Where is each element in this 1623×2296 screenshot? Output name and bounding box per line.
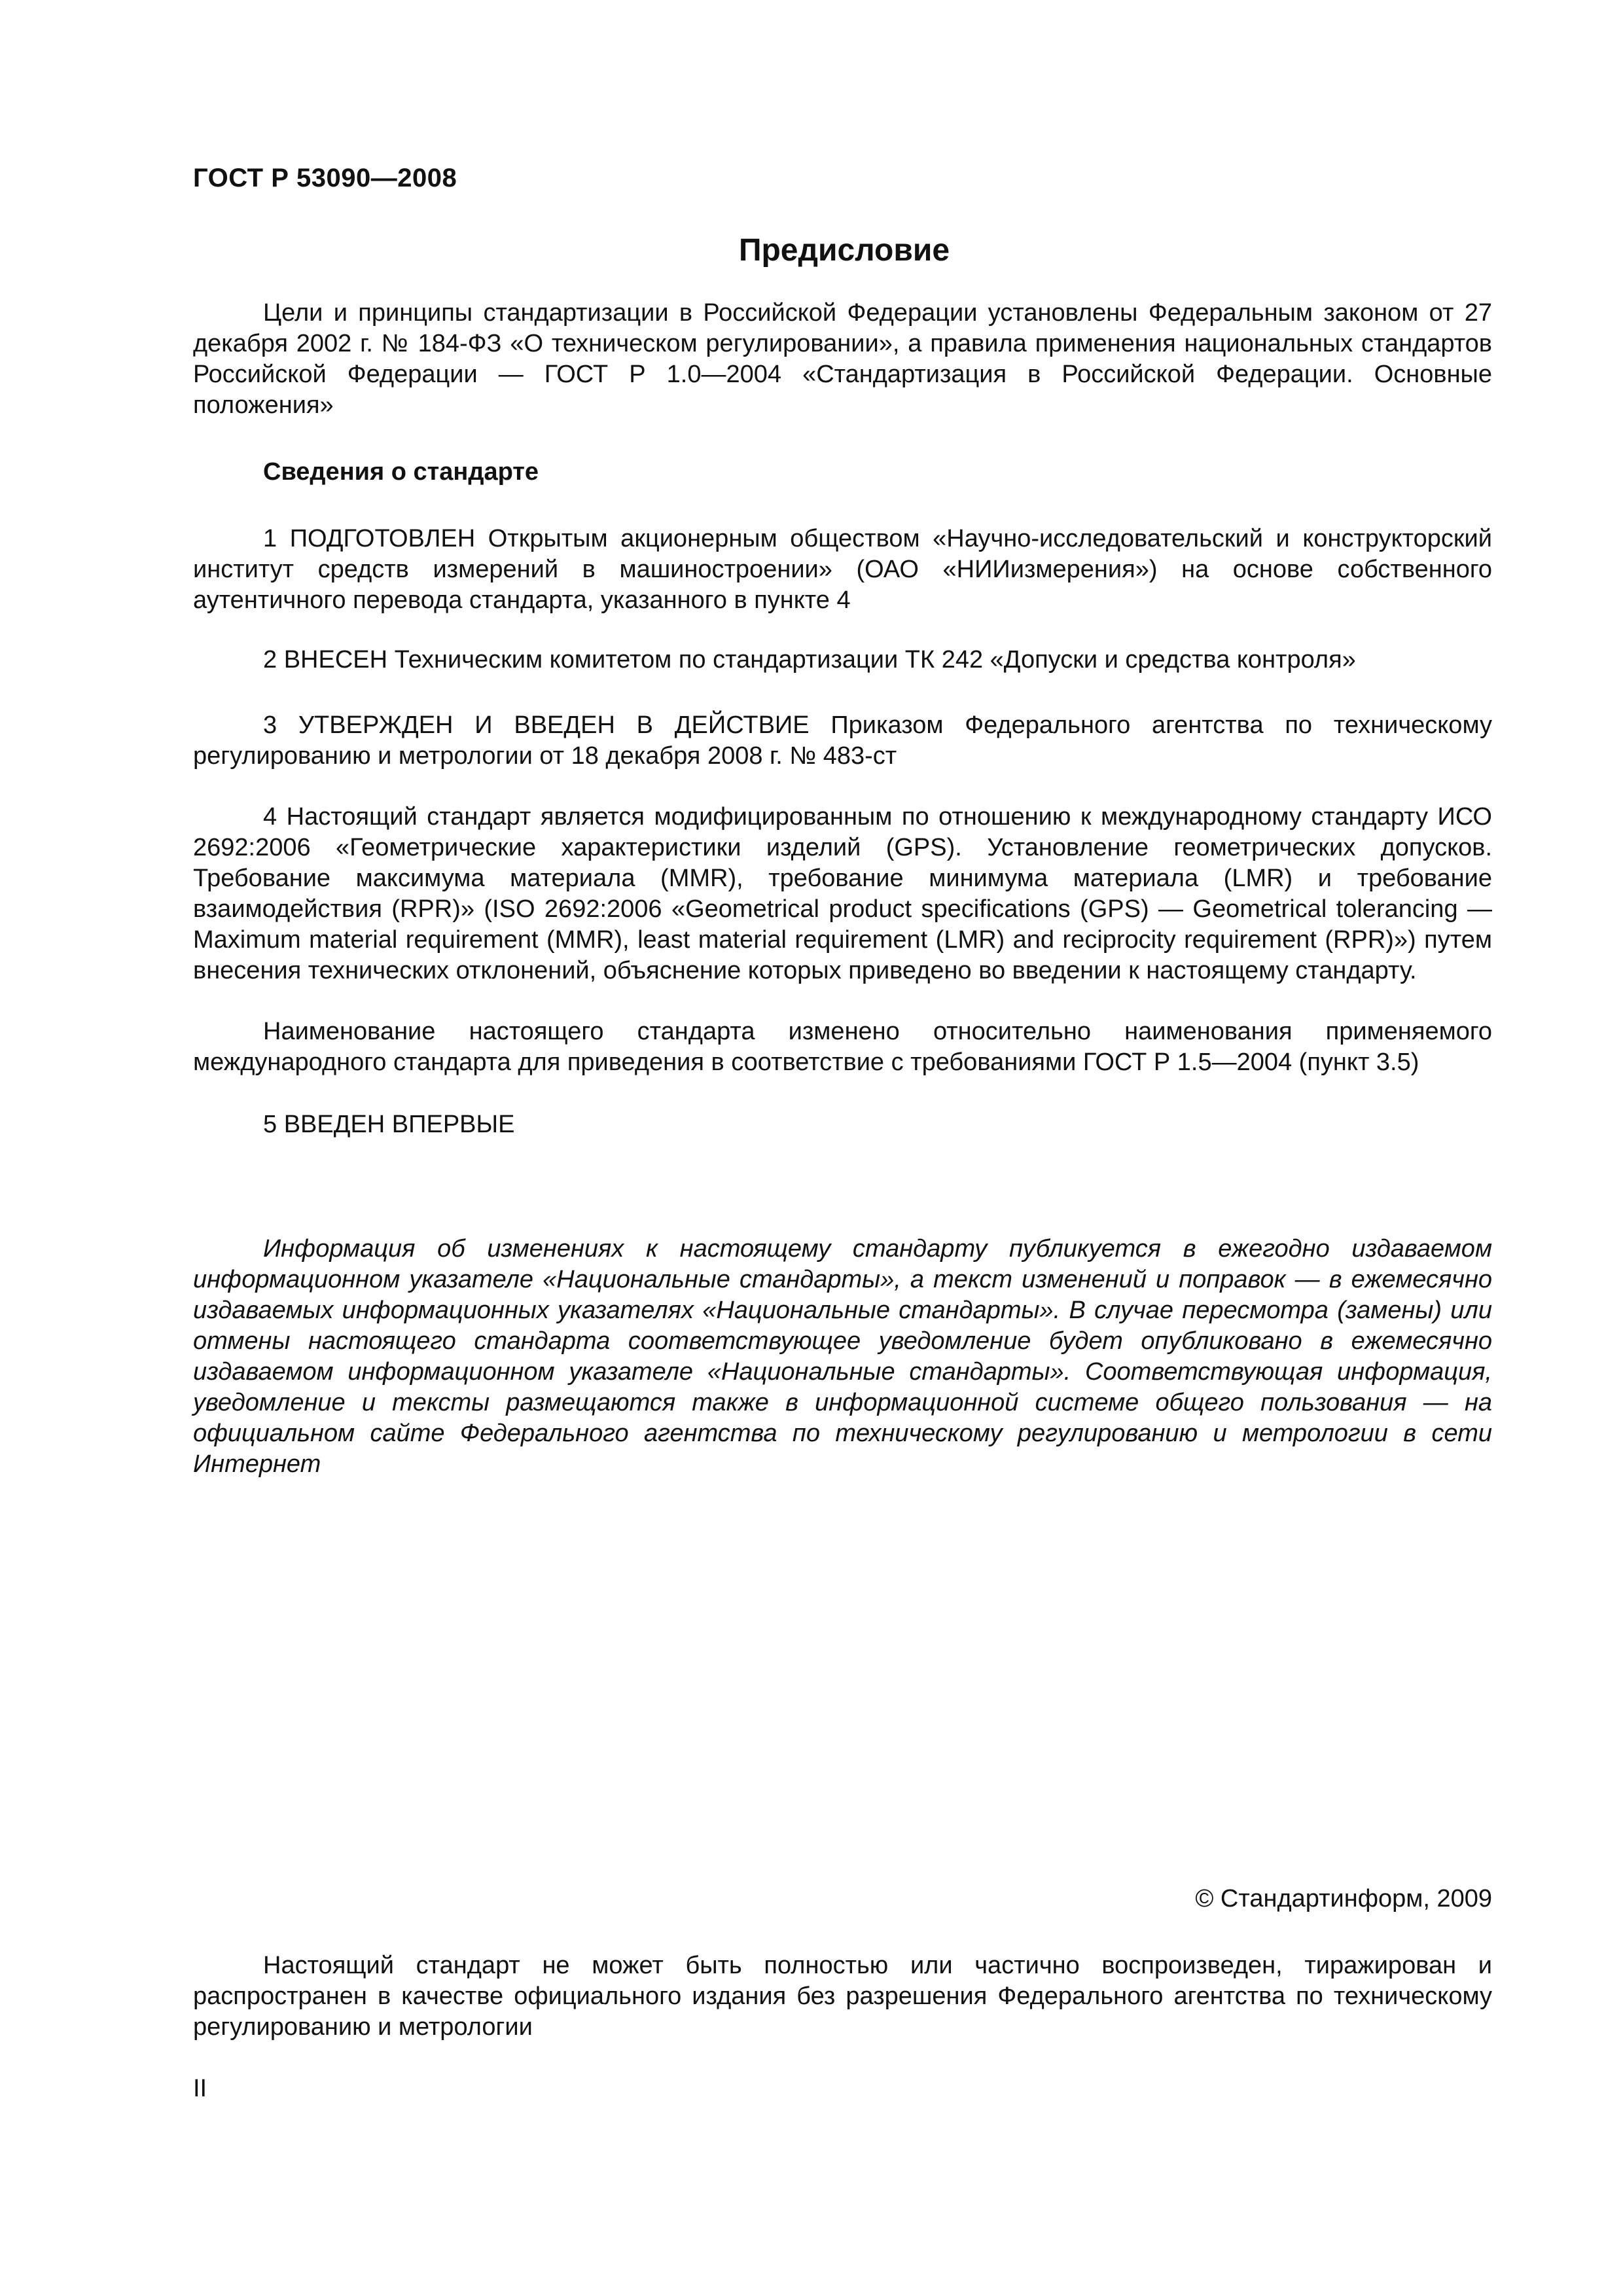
info-heading: Сведения о стандарте — [263, 458, 539, 486]
item-4-paragraph: 4 Настоящий стандарт является модифицированным по отношению к международному стандарту ИСО 2692:2006 «Геометрические характеристики изделий (GPS). Установление геометрических допусков. Требование максимума материала (MMR), требование минимума материала (LMR) и требование взаимодействия (RPR)» (ISO 2692:2006 «Geometrical product specifications (GPS) — Geometrical tolerancing — Maximum material requirement (MMR), least material requirement (LMR) and reciprocity requirement (RPR)») путем внесения технических отклонений, объяснение которых приведено во введении к настоящему стандарту. — [193, 803, 1492, 984]
page-number: II — [193, 2075, 207, 2102]
reproduction-notice-paragraph: Настоящий стандарт не может быть полностью или частично воспроизведен, тиражирован и распространен в качестве официального издания без разрешения Федерального агентства по техническому регулированию и метрологии — [193, 1952, 1492, 2041]
item-2-paragraph: 2 ВНЕСЕН Техническим комитетом по стандартизации ТК 242 «Допуски и средства контроля» — [263, 646, 1356, 673]
page-title: Предисловие — [738, 233, 950, 268]
item-4-note-paragraph: Наименование настоящего стандарта изменено относительно наименования применяемого международного стандарта для приведения в соответствие с требованиями ГОСТ Р 1.5—2004 (пункт 3.5) — [193, 1018, 1492, 1076]
changes-notice-paragraph: Информация об изменениях к настоящему стандарту публикуется в ежегодно издаваемом информационном указателе «Национальные стандарты», а текст изменений и поправок — в ежемесячно издаваемых информационных указателях «Национальные стандарты». В случае пересмотра (замены) или отмены настоящего стандарта соответствующее уведомление будет опубликовано в ежемесячно издаваемом информационном указателе «Национальные стандарты». Соответствующая информация, уведомление и тексты размещаются также в информационной системе общего пользования — на официальном сайте Федерального агентства по техническому регулированию и метрологии в сети Интернет — [193, 1235, 1492, 1478]
item-5-paragraph: 5 ВВЕДЕН ВПЕРВЫЕ — [263, 1111, 515, 1138]
intro-paragraph: Цели и принципы стандартизации в Российской Федерации установлены Федеральным законом от 27 декабря 2002 г. № 184-ФЗ «О техническом регулировании», а правила применения национальных стандартов Российской Федерации — ГОСТ Р 1.0—2004 «Стандартизация в Российской Федерации. Основные положения» — [193, 299, 1492, 419]
item-3-paragraph: 3 УТВЕРЖДЕН И ВВЕДЕН В ДЕЙСТВИЕ Приказом Федерального агентства по техническому регулированию и метрологии от 18 декабря 2008 г. № 483-ст — [193, 711, 1492, 770]
document-code: ГОСТ Р 53090—2008 — [193, 164, 457, 192]
item-1-paragraph: 1 ПОДГОТОВЛЕН Открытым акционерным обществом «Научно-исследовательский и конструкторский институт средств измерений в машиностроении» (ОАО «НИИизмерения») на основе собственного аутентичного перевода стандарта, указанного в пункте 4 — [193, 525, 1492, 614]
copyright-line: © Стандартинформ, 2009 — [1195, 1885, 1492, 1912]
